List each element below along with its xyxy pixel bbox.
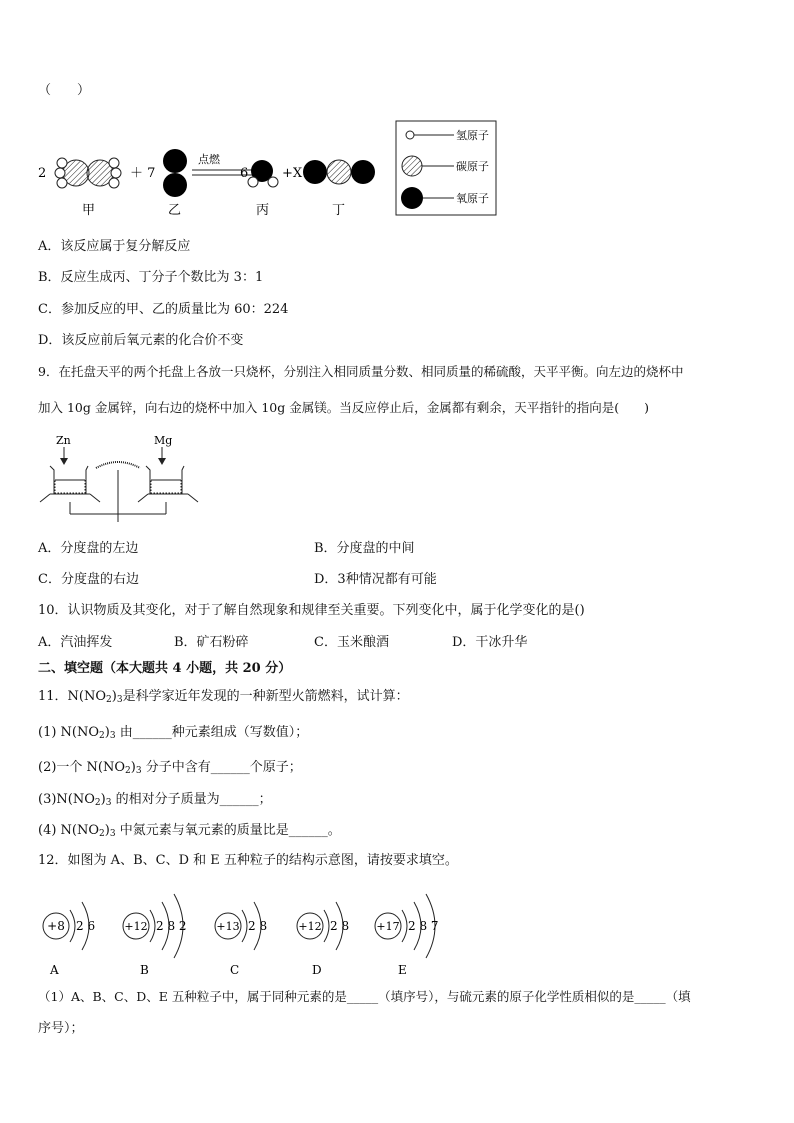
svg-text:2 8: 2 8 [330,919,350,933]
plus-ding: +X [282,166,303,181]
coef-jia: 2 [38,166,47,181]
atom-legend [396,121,496,215]
svg-text:E: E [398,963,407,977]
oxygen-atom-icon [401,187,423,209]
q11-sub2: (2)一个 $N(NO_2)_3$ 分子中含有______个原子； [38,760,302,776]
label-ding: 丁 [332,203,346,218]
svg-text:2 8 2: 2 8 2 [156,919,187,933]
balance-diagram [36,432,226,524]
svg-text:D: D [312,963,322,977]
label-mg: Mg [154,434,173,447]
svg-text:C: C [230,963,240,977]
svg-text:+12: +12 [124,920,148,933]
q8-option-d: D．该反应前后氧元素的化合价不变 [38,333,244,348]
svg-text:氧原子: 氧原子 [456,192,489,205]
q12-stem: 12．如图为 A、B、C、D 和 E 五种粒子的结构示意图，请按要求填空。 [38,853,458,868]
label-yi: 乙 [168,203,182,218]
svg-text:2 8: 2 8 [248,919,268,933]
q8-reaction-diagram [30,115,500,225]
q11-sub4: (4) $N(NO_2)_3$ 中氮元素与氧元素的质量比是______。 [38,823,341,839]
coef-bing: 6 [240,166,249,181]
particle-a [43,902,95,977]
label-bing: 丙 [256,203,270,218]
q9-stem-line1: 9．在托盘天平的两个托盘上各放一只烧杯，分别注入相同质量分数、相同质量的稀硫酸，天平平衡。向左边的烧杯中 [38,364,684,379]
molecule-jia [55,158,121,188]
q10-option-d: D．干冰升华 [452,635,528,650]
q10-stem: 10．认识物质及其变化，对于了解自然现象和规律至关重要。下列变化中，属于化学变化的是() [38,603,585,618]
q8-answer-bracket: （ ） [38,83,91,98]
reaction-condition: 点燃 [198,153,220,166]
particle-e [375,894,439,977]
q10-option-a: A．汽油挥发 [38,635,113,650]
svg-text:2 8 7: 2 8 7 [408,919,439,933]
carbon-atom-icon [402,156,422,176]
particle-d [297,902,349,977]
svg-text:+13: +13 [216,920,240,933]
molecule-ding [303,160,375,184]
section-title-fill-in: 二、填空题（本大题共 4 小题，共 20 分） [38,661,292,676]
q10-option-b: B．矿石粉碎 [174,635,249,650]
q12-sub1-line2: 序号）； [38,1021,84,1036]
q10-option-c: C．玉米酿酒 [314,635,389,650]
svg-text:+8: +8 [47,919,65,933]
label-jia: 甲 [82,203,96,218]
svg-text:+17: +17 [376,920,400,933]
q8-option-c: C．参加反应的甲、乙的质量比为 60：224 [38,302,289,317]
q8-option-a: A．该反应属于复分解反应 [38,239,191,254]
particle-c [215,902,267,977]
particle-b [123,894,187,977]
svg-text:A: A [50,963,59,977]
svg-text:氢原子: 氢原子 [456,129,489,142]
svg-text:碳原子: 碳原子 [456,160,489,173]
molecule-yi [163,149,187,197]
q9-option-d: D．3种情况都有可能 [314,572,437,587]
plus-yi: ＋ 7 [130,166,156,181]
hydrogen-atom-icon [406,131,414,139]
q11-sub3: $(3)N(NO_2)_3$ 的相对分子质量为______； [38,792,272,808]
svg-text:+12: +12 [298,920,322,933]
label-zn: Zn [56,434,71,447]
q9-stem-line2: 加入 10g 金属锌，向右边的烧杯中加入 10g 金属镁。当反应停止后，金属都有剩余，天平指针的指向是( ) [38,400,649,415]
q9-option-b: B．分度盘的中间 [314,541,415,556]
q9-option-a: A．分度盘的左边 [38,541,139,556]
atomic-structure-diagrams [36,886,466,982]
q9-option-c: C．分度盘的右边 [38,572,139,587]
svg-text:2 6: 2 6 [76,919,96,933]
q12-sub1-line1: （1）A、B、C、D、E 五种粒子中，属于同种元素的是_____（填序号），与硫元素的原子化学性质相似的是_____（填 [38,989,691,1004]
q11-stem: 11．$N(NO_2)_3$是科学家近年发现的一种新型火箭燃料，试计算： [38,689,409,705]
q11-sub1: (1) $N(NO_2)_3$ 由______种元素组成（写数值）； [38,725,309,741]
svg-text:B: B [140,963,149,977]
q8-option-b: B．反应生成丙、丁分子个数比为 3：1 [38,270,264,285]
molecule-bing [248,160,278,187]
